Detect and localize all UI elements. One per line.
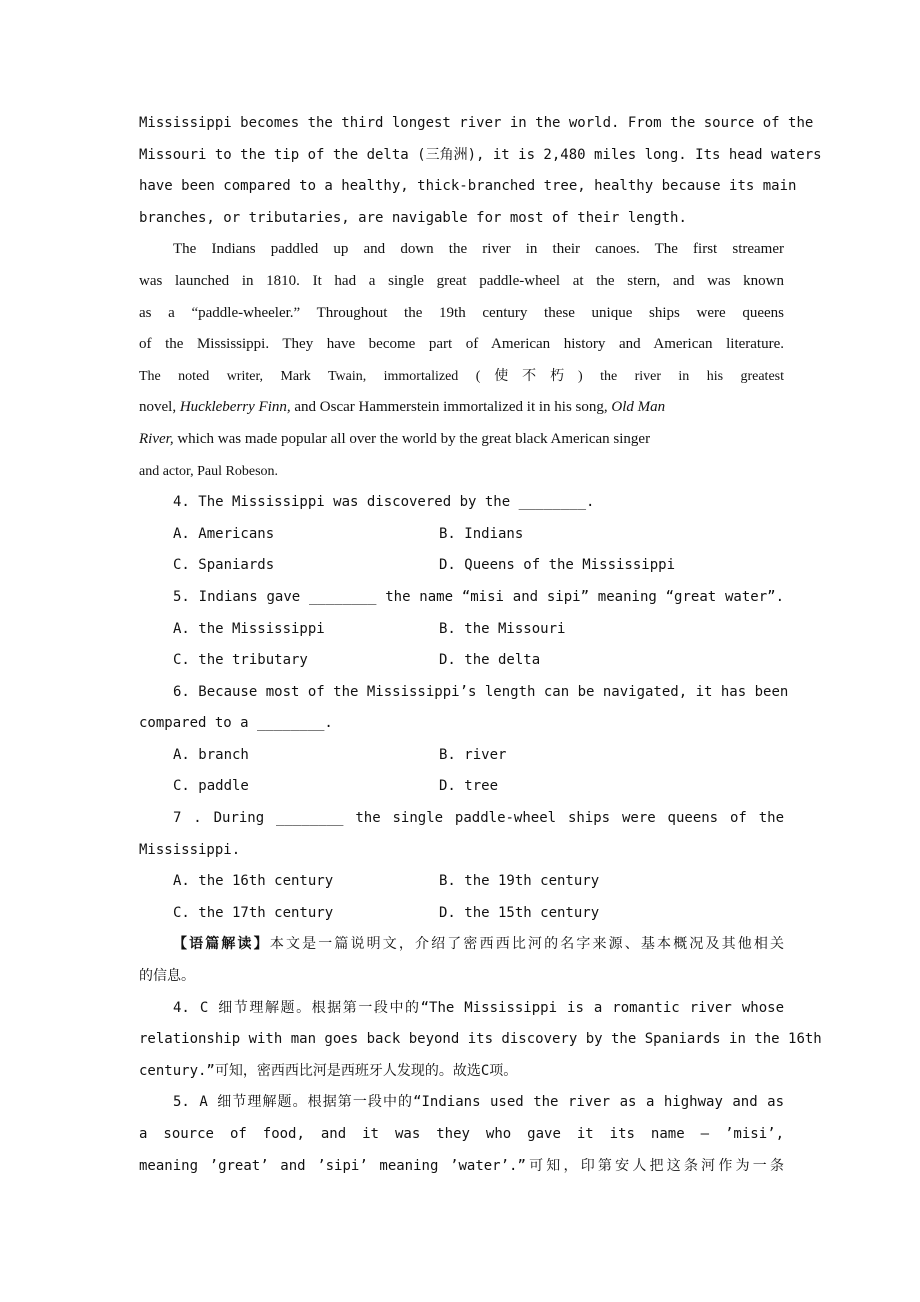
option-row	[139, 519, 784, 551]
option-c: C. the 17th century	[173, 904, 334, 921]
question-5	[139, 582, 784, 677]
text-line: a source of food, and it was they who gave it its name — ’misi’,	[139, 1126, 784, 1142]
option-row	[139, 550, 784, 582]
option-c: C. the tributary	[173, 652, 308, 669]
option-c: C. Spaniards	[173, 557, 275, 574]
analysis-heading: 【语篇解读】	[173, 936, 270, 953]
question-stem: 5. Indians gave ________ the name “misi and sipi” meaning “great water”.	[173, 588, 784, 605]
text-line	[139, 392, 784, 424]
option-b: B. the 19th century	[439, 873, 600, 890]
text-line: have been compared to a healthy, thick-branched tree, healthy because its main	[139, 178, 797, 195]
text-line: century.”可知，密西西比河是西班牙人发现的。故选C项。	[139, 1062, 518, 1079]
analysis-intro	[139, 929, 784, 961]
text-line: relationship with man goes back beyond its discovery by the Spaniards in the 16th	[139, 1031, 822, 1048]
question-stem: 4. The Mississippi was discovered by the ________.	[173, 494, 595, 511]
option-b: B. the Missouri	[439, 620, 566, 637]
text-line: of the Mississippi. They have become part of American history and American literature.	[139, 336, 784, 353]
option-row	[139, 771, 784, 803]
question-stem: Mississippi.	[139, 841, 241, 858]
book-title: Huckleberry Finn,	[179, 399, 291, 416]
text-line: meaning ’great’ and ’sipi’ meaning ’water’.”可知，印第安人把这条河作为一条	[139, 1157, 784, 1174]
question-stem: 6. Because most of the Mississippi’s length can be navigated, it has been	[173, 683, 789, 700]
option-a: A. the 16th century	[173, 873, 334, 890]
option-row	[139, 740, 784, 772]
question-stem: compared to a ________.	[139, 715, 333, 732]
option-a: A. branch	[173, 746, 249, 763]
text-run: novel,	[139, 399, 180, 416]
option-d: D. the 15th century	[439, 904, 600, 921]
option-d: D. Queens of the Mississippi	[439, 557, 676, 574]
question-stem: 7 . During ________ the single paddle-wheel ships were queens of the	[173, 810, 784, 827]
text-run: and Oscar Hammerstein immortalized it in his song,	[290, 399, 612, 416]
option-c: C. paddle	[173, 778, 249, 795]
question-4	[139, 487, 784, 582]
option-b: B. river	[439, 746, 507, 763]
text-line: as a “paddle-wheeler.” Throughout the 19th century these unique ships were queens	[139, 304, 784, 321]
text-line: Mississippi becomes the third longest river in the world. From the source of the	[139, 115, 814, 131]
option-row	[139, 866, 784, 898]
text-line: branches, or tributaries, are navigable for most of their length.	[139, 209, 687, 226]
option-d: D. tree	[439, 778, 499, 795]
text-line: was launched in 1810. It had a single great paddle-wheel at the stern, and was known	[139, 272, 784, 289]
passage-paragraph-2	[139, 234, 784, 487]
option-d: D. the delta	[439, 652, 541, 669]
option-b: B. Indians	[439, 525, 524, 542]
option-row	[139, 645, 784, 677]
question-7	[139, 803, 784, 929]
analysis-text: 本文是一篇说明文，介绍了密西西比河的名字来源、基本概况及其他相关	[269, 936, 784, 953]
option-a: A. Americans	[173, 525, 275, 542]
option-row	[139, 614, 784, 646]
answer-explanation-5	[139, 1087, 784, 1182]
text-line: Missouri to the tip of the delta (三角洲), it is 2,480 miles long. Its head waters	[139, 146, 822, 163]
text-line: The Indians paddled up and down the river in their canoes. The first streamer	[173, 241, 784, 258]
text-line: 4. C 细节理解题。根据第一段中的“The Mississippi is a romantic river whose	[173, 999, 784, 1016]
analysis-text: 的信息。	[139, 968, 195, 985]
analysis-section	[139, 929, 822, 1182]
option-a: A. the Mississippi	[173, 620, 325, 637]
text-line: 5. A 细节理解题。根据第一段中的“Indians used the river as a highway and as	[173, 1094, 784, 1111]
option-row	[139, 898, 784, 930]
text-line: The noted writer, Mark Twain, immortalized (使不朽) the river in his greatest	[139, 368, 784, 384]
song-title: River,	[139, 430, 174, 447]
text-line: and actor, Paul Robeson.	[139, 463, 279, 479]
text-line	[139, 424, 784, 456]
answer-explanation-4	[139, 993, 822, 1088]
question-6	[139, 677, 789, 803]
song-title: Old Man	[611, 399, 666, 416]
document-content	[139, 108, 822, 1182]
text-run: which was made popular all over the world by the great black American singer	[173, 430, 651, 447]
passage-paragraph-1	[139, 108, 822, 234]
